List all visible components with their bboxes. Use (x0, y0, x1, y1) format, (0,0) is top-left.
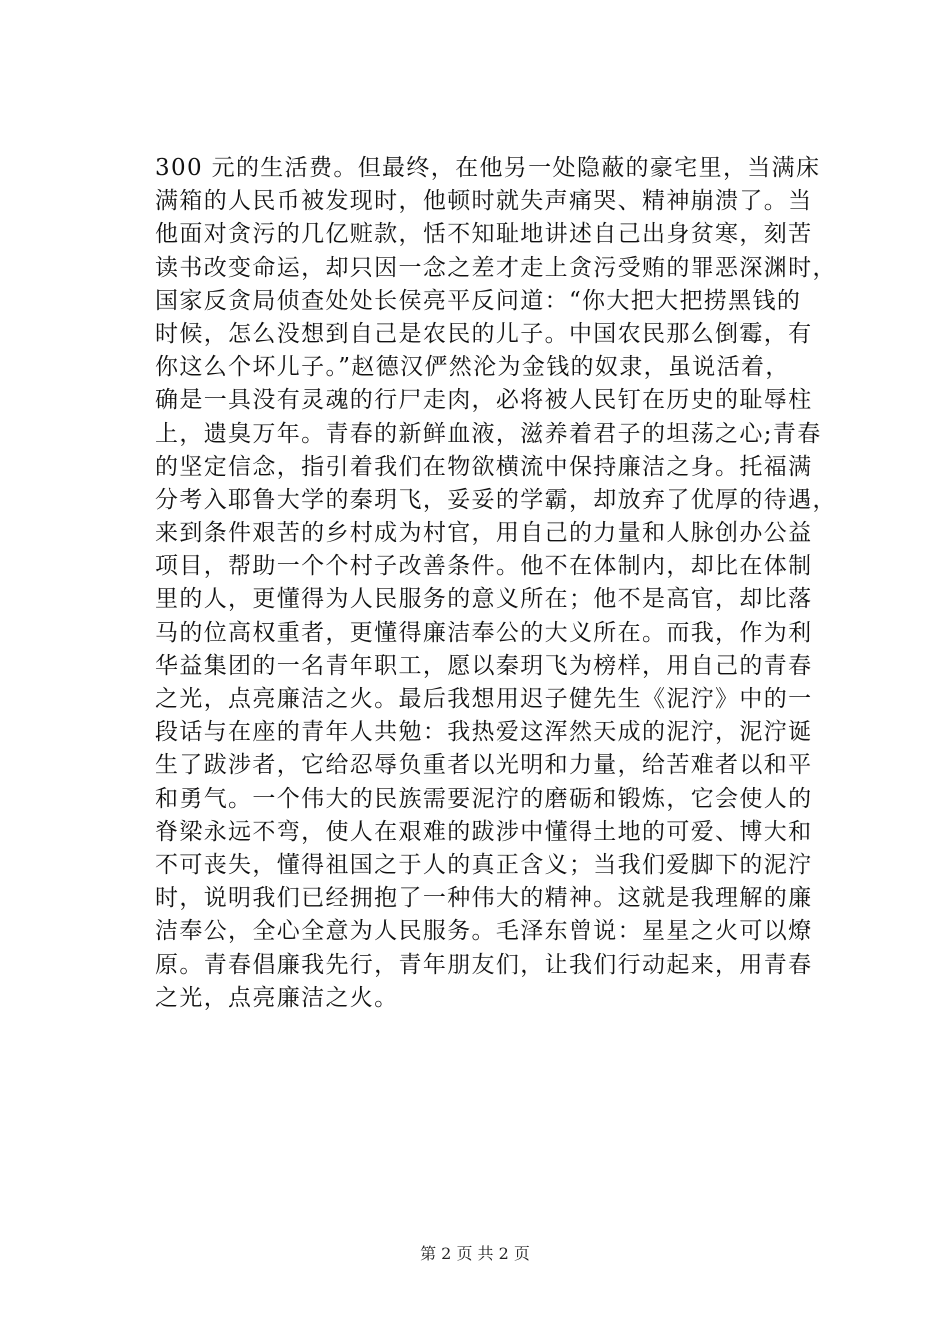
text-line: 国家反贪局侦查处处长侯亮平反问道：“你大把大把捞黑钱的 (155, 287, 802, 314)
page-number-footer: 第 2 页 共 2 页 (420, 1244, 530, 1263)
text-line: 满箱的人民币被发现时，他顿时就失声痛哭、精神崩溃了。当 (155, 188, 813, 215)
text-line: 上，遗臭万年。青春的新鲜血液，滋养着君子的坦荡之心;青春 (155, 420, 822, 447)
text-line: 原。青春倡廉我先行，青年朋友们，让我们行动起来，用青春 (155, 951, 813, 978)
text-line: 的坚定信念，指引着我们在物欲横流中保持廉洁之身。托福满 (155, 453, 813, 480)
body-text (155, 152, 835, 1015)
text-line: 时，说明我们已经拥抱了一种伟大的精神。这就是我理解的廉 (155, 885, 813, 912)
text-line: 不可丧失，懂得祖国之于人的真正含义；当我们爱脚下的泥泞 (155, 851, 813, 878)
text-line: 脊梁永远不弯，使人在艰难的跋涉中懂得土地的可爱、博大和 (155, 818, 813, 845)
text-line: 和勇气。一个伟大的民族需要泥泞的磨砺和锻炼，它会使人的 (155, 785, 813, 812)
text-line: 来到条件艰苦的乡村成为村官，用自己的力量和人脉创办公益 (155, 520, 813, 547)
text-line: 马的位高权重者，更懂得廉洁奉公的大义所在。而我，作为利 (155, 619, 813, 646)
text-line: 之光，点亮廉洁之火。 (155, 984, 399, 1011)
text-line: 你这么个坏儿子。”赵德汉俨然沦为金钱的奴隶，虽说活着， (155, 354, 790, 381)
text-line: 里的人，更懂得为人民服务的意义所在；他不是高官，却比落 (155, 586, 813, 613)
text-line: 分考入耶鲁大学的秦玥飞，妥妥的学霸，却放弃了优厚的待遇， (155, 486, 837, 513)
text-line: 300 元的生活费。但最终，在他另一处隐蔽的豪宅里，当满床 (155, 155, 821, 181)
text-line: 洁奉公，全心全意为人民服务。毛泽东曾说：星星之火可以燎 (155, 918, 813, 945)
text-line: 华益集团的一名青年职工，愿以秦玥飞为榜样，用自己的青春 (155, 652, 813, 679)
text-line: 生了跋涉者，它给忍辱负重者以光明和力量，给苦难者以和平 (155, 752, 813, 779)
text-line: 段话与在座的青年人共勉：我热爱这浑然天成的泥泞，泥泞诞 (155, 719, 813, 746)
text-line: 他面对贪污的几亿赃款，恬不知耻地讲述自己出身贫寒，刻苦 (155, 221, 813, 248)
text-line: 确是一具没有灵魂的行尸走肉，必将被人民钉在历史的耻辱柱 (155, 387, 813, 414)
text-line: 时候，怎么没想到自己是农民的儿子。中国农民那么倒霉，有 (155, 320, 813, 347)
text-line: 之光，点亮廉洁之火。最后我想用迟子健先生《泥泞》中的一 (155, 686, 813, 712)
text-line: 读书改变命运，却只因一念之差才走上贪污受贿的罪恶深渊时， (155, 254, 837, 281)
text-line: 项目，帮助一个个村子改善条件。他不在体制内，却比在体制 (155, 553, 813, 580)
